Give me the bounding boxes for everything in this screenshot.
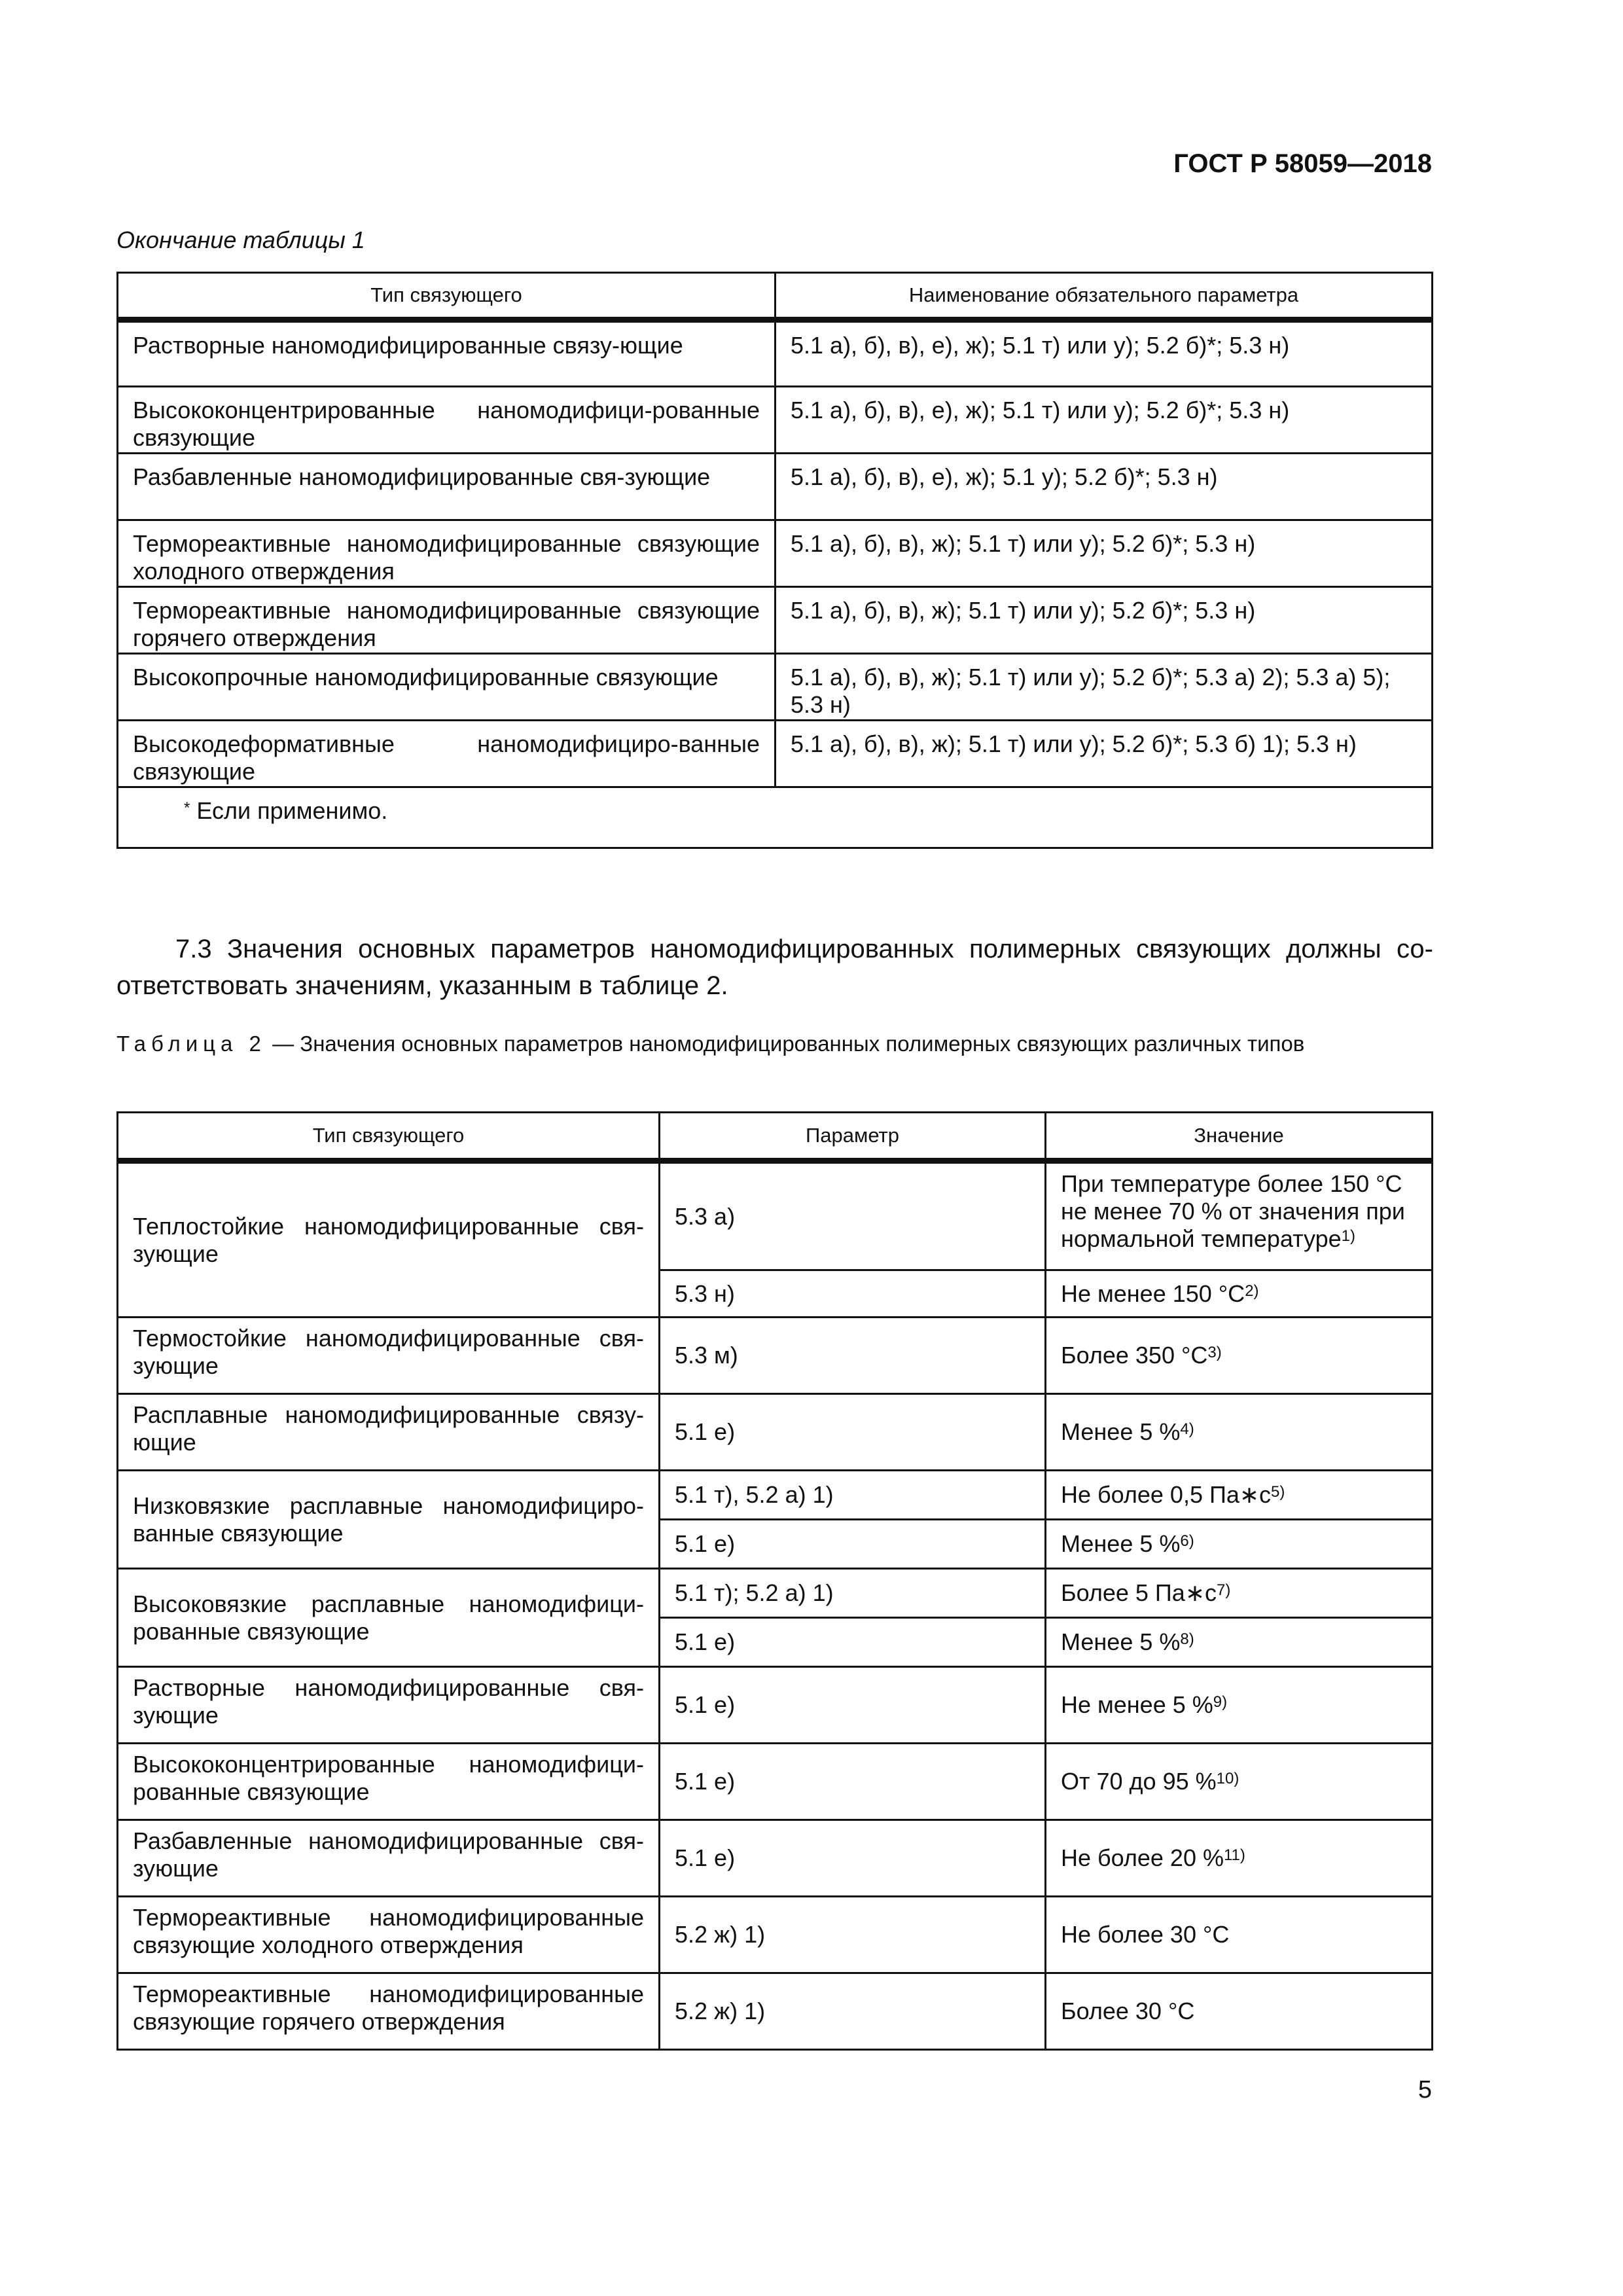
table1-header-param: Наименование обязательного параметра: [776, 273, 1433, 320]
table1-header-type: Тип связующего: [118, 273, 776, 320]
table-footnote-row: [118, 787, 1433, 848]
binder-type-cell: Термореактивные наномодифицированные связующие холодного отверждения: [118, 520, 776, 587]
binder-type-cell: Термостойкие наномодифицированные свя-зующие: [118, 1318, 660, 1394]
param-cell: 5.1 а), б), в), е), ж); 5.1 т) или у); 5.2 б)*; 5.3 н): [776, 320, 1433, 387]
table-row: [118, 1744, 1433, 1820]
param-cell: 5.1 е): [660, 1394, 1046, 1471]
footnote-ref: 10): [1216, 1770, 1240, 1787]
value-text: Не менее 150 °С: [1061, 1280, 1245, 1307]
value-text: Не более 0,5 Па∗с: [1061, 1481, 1272, 1508]
param-cell: 5.1 а), б), в), ж); 5.1 т) или у); 5.2 б)*; 5.3 а) 2); 5.3 а) 5); 5.3 н): [776, 654, 1433, 721]
binder-type-cell: Высококонцентрированные наномодифици-рованные связующие: [118, 1744, 660, 1820]
table-row: [118, 1161, 1433, 1270]
value-text: Менее 5 %: [1061, 1628, 1181, 1655]
footnote-ref: 1): [1341, 1227, 1355, 1245]
param-cell: 5.1 е): [660, 1744, 1046, 1820]
table2-header-param: Параметр: [660, 1113, 1046, 1161]
table-row: [118, 654, 1433, 721]
param-cell: 5.1 е): [660, 1618, 1046, 1667]
table1: [116, 272, 1433, 849]
footnote-ref: 8): [1180, 1630, 1194, 1648]
table-row: [118, 1897, 1433, 1973]
value-cell: [1046, 1318, 1433, 1394]
value-cell: [1046, 1569, 1433, 1618]
param-cell: 5.1 е): [660, 1820, 1046, 1897]
binder-type-cell: Высоковязкие расплавные наномодифици-рованные связующие: [118, 1569, 660, 1667]
table2-header-type: Тип связующего: [118, 1113, 660, 1161]
binder-type-cell: Разбавленные наномодифицированные свя-зующие: [118, 1820, 660, 1897]
table-row: [118, 454, 1433, 520]
table2-caption-text: — Значения основных параметров наномодифицированных полимерных связующих различных типов: [266, 1031, 1305, 1056]
table1-caption: Окончание таблицы 1: [116, 226, 365, 253]
value-text: Более 5 Па∗с: [1061, 1579, 1217, 1606]
value-cell: [1046, 1270, 1433, 1318]
page-number: 5: [1418, 2076, 1432, 2104]
value-text: Менее 5 %: [1061, 1418, 1181, 1445]
value-cell: [1046, 1471, 1433, 1520]
footnote-ref: 9): [1213, 1693, 1228, 1711]
value-cell: [1046, 1667, 1433, 1744]
table-row: [118, 520, 1433, 587]
table-row: [118, 587, 1433, 654]
table2: [116, 1111, 1433, 2051]
binder-type-cell: Термореактивные наномодифицированные связующие горячего отверждения: [118, 1973, 660, 2050]
value-text: Более 350 °С: [1061, 1342, 1208, 1369]
value-text: Не более 20 %: [1061, 1844, 1224, 1871]
param-cell: 5.3 а): [660, 1161, 1046, 1270]
footnote-ref: 11): [1223, 1846, 1245, 1864]
value-cell: [1046, 1744, 1433, 1820]
table-row: [118, 320, 1433, 387]
binder-type-cell: Расплавные наномодифицированные связу-ющие: [118, 1394, 660, 1471]
table-row: [118, 1394, 1433, 1471]
value-cell: [1046, 1161, 1433, 1270]
value-cell: [1046, 1820, 1433, 1897]
param-cell: 5.2 ж) 1): [660, 1897, 1046, 1973]
footnote-ref: 2): [1245, 1282, 1259, 1300]
binder-type-cell: Разбавленные наномодифицированные свя-зующие: [118, 454, 776, 520]
footnote-ref: 5): [1271, 1483, 1285, 1501]
param-cell: 5.1 е): [660, 1667, 1046, 1744]
value-cell: Не более 30 °С: [1046, 1897, 1433, 1973]
param-cell: 5.1 е): [660, 1520, 1046, 1569]
table2-header-value: Значение: [1046, 1113, 1433, 1161]
table-row: [118, 1569, 1433, 1618]
paragraph-7-3: 7.3 Значения основных параметров наномодифицированных полимерных связующих должны со-ответствовать значениям, указанным в таблице 2.: [116, 935, 1433, 1000]
table-row: [118, 721, 1433, 787]
value-text: Не менее 5 %: [1061, 1691, 1213, 1718]
footnote-ref: 3): [1207, 1344, 1222, 1361]
binder-type-cell: Растворные наномодифицированные связу-ющие: [118, 320, 776, 387]
table-row: [118, 1973, 1433, 2050]
binder-type-cell: Высокодеформативные наномодифициро-ванные связующие: [118, 721, 776, 787]
param-cell: 5.1 а), б), в), ж); 5.1 т) или у); 5.2 б)*; 5.3 н): [776, 587, 1433, 654]
binder-type-cell: Растворные наномодифицированные свя-зующие: [118, 1667, 660, 1744]
binder-type-cell: Низковязкие расплавные наномодифициро-ванные связующие: [118, 1471, 660, 1569]
param-cell: 5.2 ж) 1): [660, 1973, 1046, 2050]
param-cell: 5.1 т), 5.2 а) 1): [660, 1471, 1046, 1520]
table-row: [118, 1318, 1433, 1394]
table-row: [118, 387, 1433, 454]
param-cell: 5.1 а), б), в), е), ж); 5.1 у); 5.2 б)*; 5.3 н): [776, 454, 1433, 520]
value-cell: [1046, 1520, 1433, 1569]
param-cell: 5.1 а), б), в), ж); 5.1 т) или у); 5.2 б)*; 5.3 н): [776, 520, 1433, 587]
binder-type-cell: Высококонцентрированные наномодифици-рованные связующие: [118, 387, 776, 454]
footnote-text: Если применимо.: [196, 797, 388, 824]
table2-caption: [116, 1030, 1433, 1058]
footnote-ref: 4): [1180, 1420, 1194, 1438]
param-cell: 5.1 т); 5.2 а) 1): [660, 1569, 1046, 1618]
table-row: [118, 1471, 1433, 1520]
param-cell: 5.1 а), б), в), е), ж); 5.1 т) или у); 5.2 б)*; 5.3 н): [776, 387, 1433, 454]
param-cell: 5.3 н): [660, 1270, 1046, 1318]
footnote-mark: *: [184, 799, 190, 817]
param-cell: 5.3 м): [660, 1318, 1046, 1394]
binder-type-cell: Высокопрочные наномодифицированные связующие: [118, 654, 776, 721]
table-row: [118, 1820, 1433, 1897]
footnote-ref: 7): [1217, 1581, 1231, 1599]
binder-type-cell: Термореактивные наномодифицированные связующие холодного отверждения: [118, 1897, 660, 1973]
binder-type-cell: Теплостойкие наномодифицированные свя-зующие: [118, 1161, 660, 1318]
table2-caption-label: Таблица 2: [116, 1031, 266, 1056]
table-row: [118, 1667, 1433, 1744]
footnote-ref: 6): [1180, 1532, 1194, 1550]
value-cell: Более 30 °С: [1046, 1973, 1433, 2050]
value-text: От 70 до 95 %: [1061, 1768, 1217, 1795]
value-text: При температуре более 150 °С не менее 70 % от значения при нормальной температуре: [1061, 1170, 1405, 1252]
value-cell: [1046, 1618, 1433, 1667]
document-header: ГОСТ Р 58059—2018: [1173, 149, 1432, 178]
param-cell: 5.1 а), б), в), ж); 5.1 т) или у); 5.2 б)*; 5.3 б) 1); 5.3 н): [776, 721, 1433, 787]
value-cell: [1046, 1394, 1433, 1471]
value-text: Менее 5 %: [1061, 1530, 1181, 1557]
table1-footnote: [118, 787, 1433, 848]
binder-type-cell: Термореактивные наномодифицированные связующие горячего отверждения: [118, 587, 776, 654]
